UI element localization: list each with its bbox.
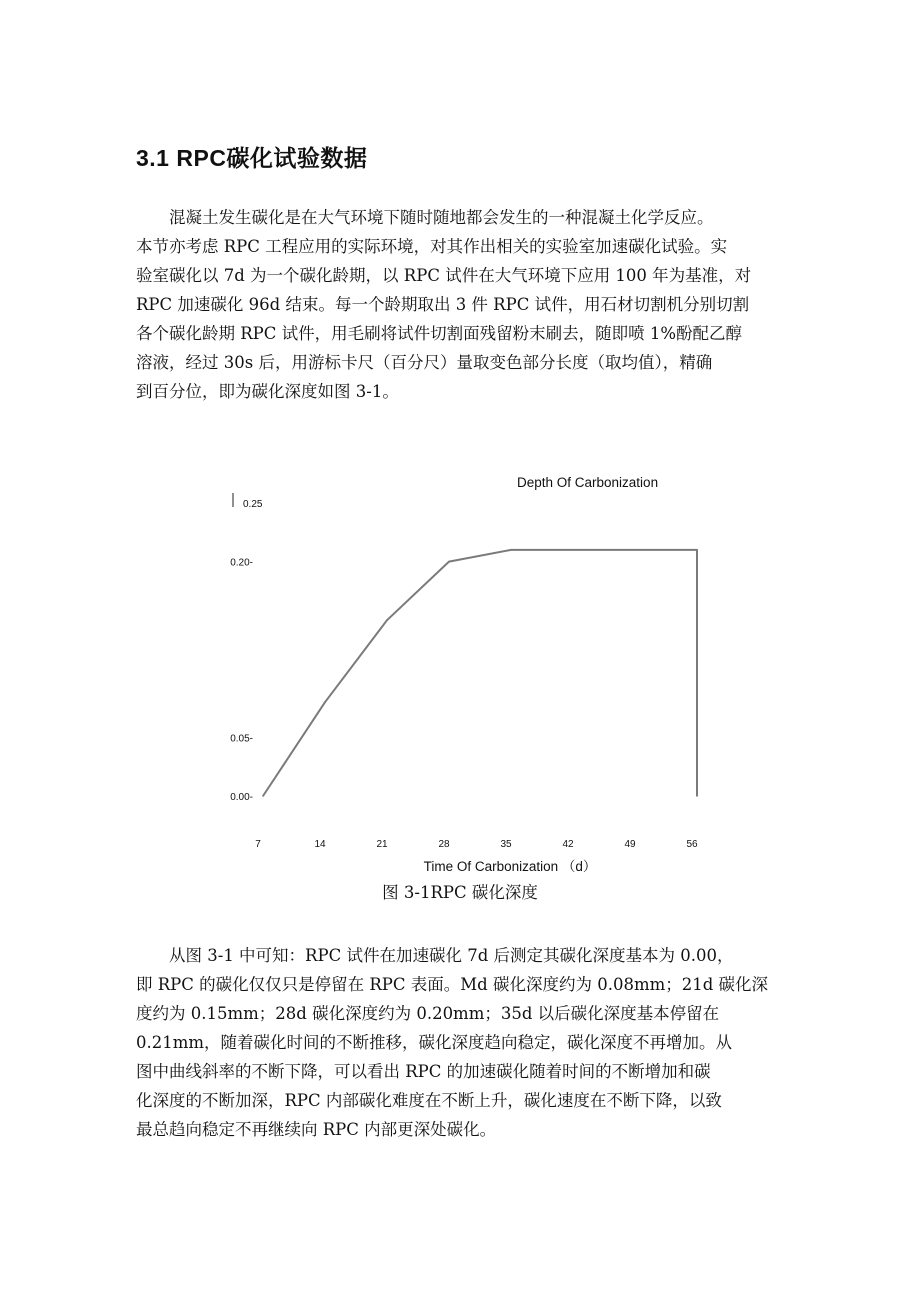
series-line (263, 550, 697, 796)
paragraph-intro-line: 到百分位，即为碳化深度如图 3-1。 (136, 382, 399, 401)
paragraph-analysis-line: 化深度的不断加深，RPC 内部碳化难度在不断上升，碳化速度在不断下降，以致 (136, 1091, 722, 1110)
x-tick-label: 42 (562, 839, 574, 850)
paragraph-intro-line: 各个碳化龄期 RPC 试件，用毛刷将试件切割面残留粉末刷去，随即喷 1%酚配乙醇 (136, 324, 743, 343)
x-tick-label: 28 (438, 839, 450, 850)
data-point (448, 561, 450, 563)
x-tick-label: 35 (500, 839, 512, 850)
paragraph-intro-line: 本节亦考虑 RPC 工程应用的实际环境，对其作出相关的实验室加速碳化试验。实 (136, 237, 728, 256)
paragraph-analysis-line: 即 RPC 的碳化仅仅只是停留在 RPC 表面。Md 碳化深度约为 0.08mm；21d 碳化深 (136, 975, 769, 994)
data-point (572, 549, 574, 551)
figure-caption: 图 3-1RPC 碳化深度 (382, 883, 538, 902)
data-point (262, 795, 264, 797)
y-tick-label: 0.25 (243, 499, 263, 510)
paragraph-analysis-line: 图中曲线斜率的不断下降，可以看出 RPC 的加速碳化随着时间的不断增加和碳 (136, 1062, 711, 1081)
y-tick-label: 0.20- (230, 557, 253, 569)
y-tick-label: 0.05- (230, 733, 253, 745)
paragraph-analysis-line: 最总趋向稳定不再继续向 RPC 内部更深处碳化。 (136, 1120, 497, 1139)
paragraph-intro-line: RPC 加速碳化 96d 结束。每一个龄期取出 3 件 RPC 试件，用石材切割机分别切割 (136, 295, 750, 314)
paragraph-intro-line: 验室碳化以 7d 为一个碳化龄期，以 RPC 试件在大气环境下应用 100 年为基准，对 (136, 266, 752, 285)
y-tick-label: 0.00- (230, 792, 253, 803)
paragraph-analysis-line: 度约为 0.15mm；28d 碳化深度约为 0.20mm；35d 以后碳化深度基本停留在 (136, 1004, 720, 1023)
paragraph-analysis-line: 0.21mm，随着碳化时间的不断推移，碳化深度趋向稳定，碳化深度不再增加。从 (136, 1033, 733, 1052)
paragraph-intro (136, 203, 796, 406)
data-point (324, 701, 326, 703)
carbonization-depth-chart (200, 465, 720, 880)
section-heading: 3.1 RPC碳化试验数据 (136, 145, 368, 171)
data-point (696, 795, 698, 797)
x-tick-label: 21 (376, 839, 388, 850)
x-tick-label: 56 (686, 839, 698, 850)
paragraph-analysis-line: 从图 3-1 中可知：RPC 试件在加速碳化 7d 后测定其碳化深度基本为 0.00， (136, 946, 734, 965)
x-axis-label: Time Of Carbonization （d） (423, 859, 597, 874)
chart-title: Depth Of Carbonization (517, 475, 659, 490)
data-point (696, 549, 698, 551)
paragraph-analysis (136, 941, 796, 1144)
paragraph-intro-line: 混凝土发生碳化是在大气环境下随时随地都会发生的一种混凝土化学反应。 (136, 208, 714, 227)
data-point (386, 619, 388, 621)
x-tick-label: 7 (255, 839, 261, 850)
data-point (510, 549, 512, 551)
x-tick-label: 49 (624, 839, 636, 850)
paragraph-intro-line: 溶液，经过 30s 后，用游标卡尺（百分尺）量取变色部分长度（取均值），精确 (136, 353, 713, 372)
data-point (634, 549, 636, 551)
x-tick-label: 14 (314, 839, 326, 850)
